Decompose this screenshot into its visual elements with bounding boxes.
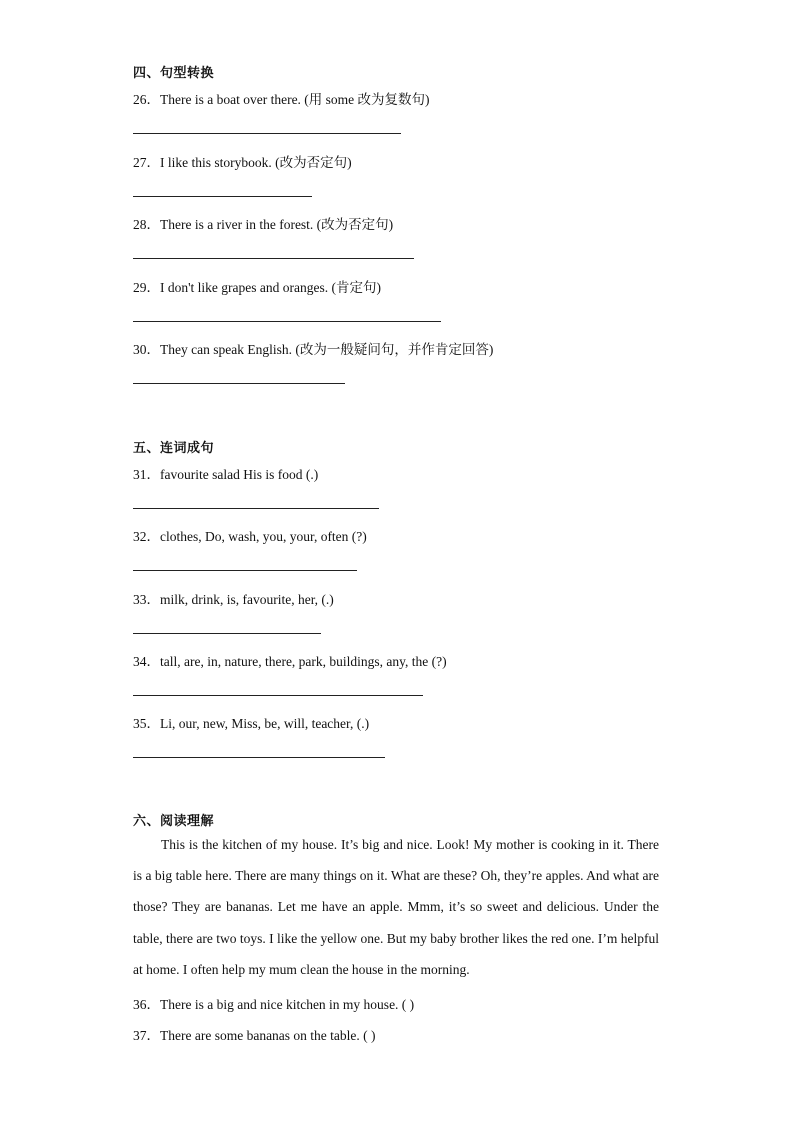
answer-line-29[interactable] bbox=[133, 321, 441, 322]
question-26: 26．There is a boat over there. (用 some 改为复数句) bbox=[133, 92, 430, 107]
reading-passage: This is the kitchen of my house. It’s big and nice. Look! My mother is cooking in it. There is a big table here. There are many things on it. What are these? Oh, they’re apples. And what are those? They are bananas. Let me have an apple. Mmm, it’s so sweet and delicious. Under the table, there are two toys. I like the yellow one. But my baby brother likes the red one. I’m helpful at home. I often help my mum clean the house in the morning. bbox=[133, 837, 659, 977]
answer-line-27[interactable] bbox=[133, 196, 312, 197]
question-31: 31．favourite salad His is food (.) bbox=[133, 467, 319, 482]
question-32: 32．clothes, Do, wash, you, your, often (?) bbox=[133, 529, 367, 544]
question-29: 29．I don't like grapes and oranges. (肯定句) bbox=[133, 280, 381, 295]
answer-line-28[interactable] bbox=[133, 258, 414, 259]
question-37: 37．There are some bananas on the table. ( ) bbox=[133, 1028, 376, 1043]
question-28: 28．There is a river in the forest. (改为否定句) bbox=[133, 217, 394, 232]
question-33: 33．milk, drink, is, favourite, her, (.) bbox=[133, 592, 334, 607]
section-title-reading-comprehension: 六、阅读理解 bbox=[133, 814, 215, 829]
answer-line-32[interactable] bbox=[133, 570, 357, 571]
answer-line-26[interactable] bbox=[133, 133, 401, 134]
question-27: 27．I like this storybook. (改为否定句) bbox=[133, 155, 352, 170]
answer-line-33[interactable] bbox=[133, 633, 321, 634]
answer-line-34[interactable] bbox=[133, 695, 423, 696]
section-title-word-ordering: 五、连词成句 bbox=[133, 441, 215, 456]
section-title-sentence-transformation: 四、句型转换 bbox=[133, 66, 215, 81]
question-34: 34．tall, are, in, nature, there, park, buildings, any, the (?) bbox=[133, 654, 447, 669]
question-30: 30．They can speak English. (改为一般疑问句，并作肯定回答) bbox=[133, 342, 494, 357]
answer-line-30[interactable] bbox=[133, 383, 345, 384]
answer-line-35[interactable] bbox=[133, 757, 385, 758]
question-35: 35．Li, our, new, Miss, be, will, teacher, (.) bbox=[133, 716, 370, 731]
question-36: 36．There is a big and nice kitchen in my house. ( ) bbox=[133, 997, 415, 1012]
answer-line-31[interactable] bbox=[133, 508, 379, 509]
